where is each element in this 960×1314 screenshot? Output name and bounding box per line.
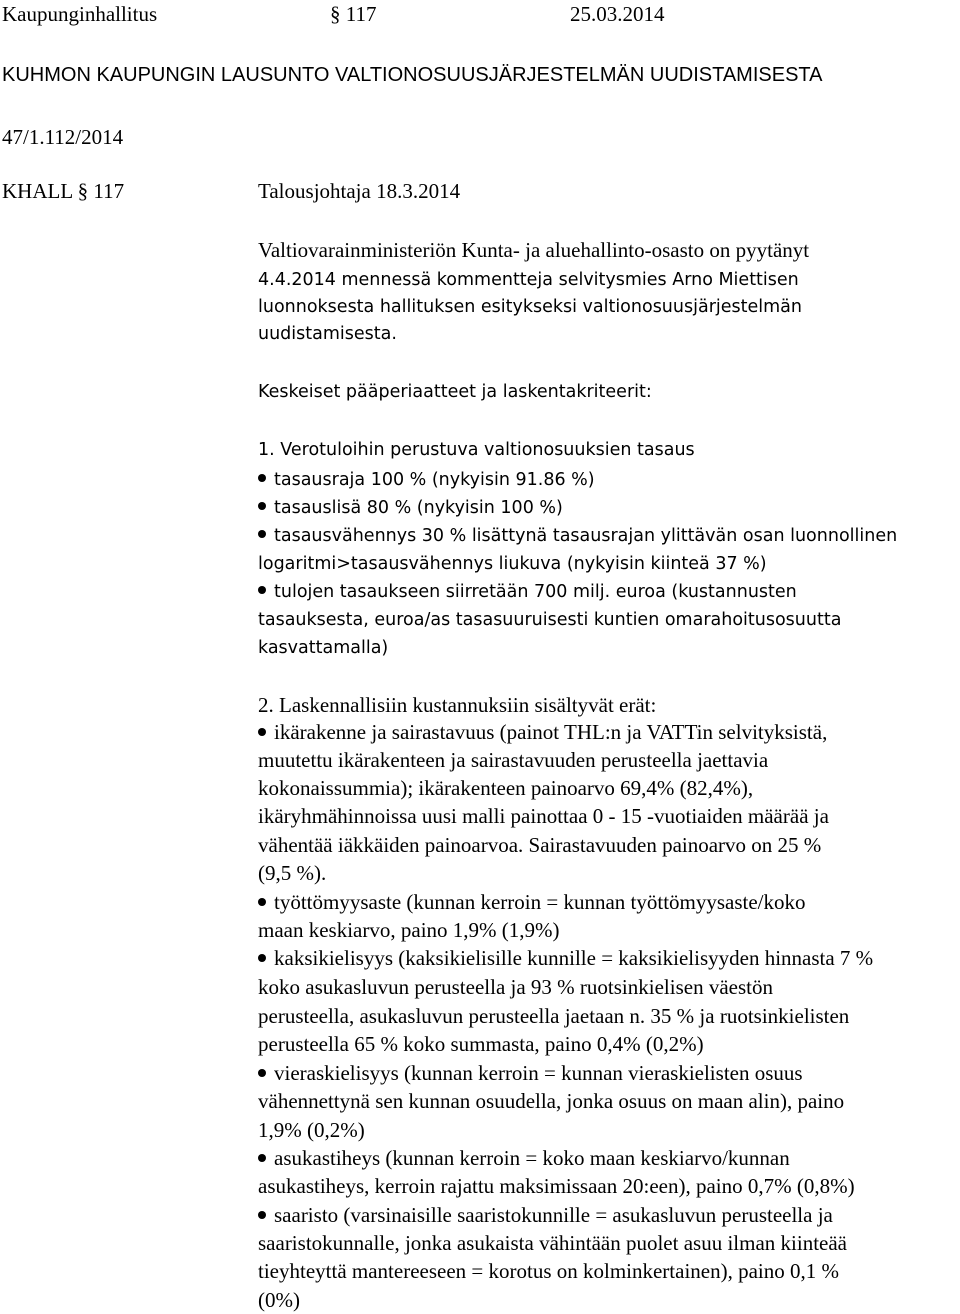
bullet-icon [258, 898, 266, 906]
intro-line: luonnoksesta hallituksen esitykseksi valtionosuusjärjestelmän [258, 297, 802, 317]
list-item-text: saaristo (varsinaisille saaristokunnille = asukasluvun perusteella ja [274, 1203, 833, 1227]
list-item-continued: (9,5 %). [258, 861, 327, 885]
list-item [258, 944, 873, 972]
list-item-continued: saaristokunnalle, jonka asukaista vähintään puolet asuu ilman kiinteää [258, 1231, 847, 1255]
header-date: 25.03.2014 [570, 2, 665, 26]
list-item-continued: tieyhteyttä mantereeseen = korotus on kolminkertainen), paino 0,1 % [258, 1259, 840, 1283]
list-item-text: kaksikielisyys (kaksikielisille kunnille = kaksikielisyyden hinnasta 7 % [274, 946, 874, 970]
list-item [258, 466, 595, 494]
list-item-text: tasausvähennys 30 % lisättynä tasausrajan ylittävän osan luonnollinen [274, 526, 898, 546]
bullet-icon [258, 728, 266, 736]
list-item-continued: perusteella 65 % koko summasta, paino 0,4% (0,2%) [258, 1032, 704, 1056]
list-item [258, 494, 563, 522]
list-item [258, 578, 797, 606]
key-principles-heading: Keskeiset pääperiaatteet ja laskentakriteerit: [258, 382, 652, 402]
list-item-text: asukastiheys (kunnan kerroin = koko maan keskiarvo/kunnan [274, 1146, 790, 1170]
intro-line: uudistamisesta. [258, 324, 397, 344]
list-item [258, 522, 897, 550]
meeting-ref: KHALL § 117 [2, 179, 125, 203]
list-item [258, 1201, 833, 1229]
list-item-continued: muutettu ikärakenteen ja sairastavuuden perusteella jaettavia [258, 748, 769, 772]
bullet-icon [258, 1211, 266, 1219]
list-item-text: vieraskielisyys (kunnan kerroin = kunnan vieraskielisten osuus [274, 1061, 803, 1085]
list-item-text: tulojen tasaukseen siirretään 700 milj. euroa (kustannusten [274, 582, 797, 602]
intro-line: 4.4.2014 mennessä kommentteja selvitysmies Arno Miettisen [258, 270, 799, 290]
list-item-continued: asukastiheys, kerroin rajattu maksimissaan 20:een), paino 0,7% (0,8%) [258, 1174, 855, 1198]
list-item [258, 718, 827, 746]
bullet-icon [258, 530, 266, 538]
section2-heading: 2. Laskennallisiin kustannuksiin sisältyvät erät: [258, 693, 657, 717]
list-item [258, 888, 806, 916]
list-item [258, 1144, 790, 1172]
bullet-icon [258, 586, 266, 594]
document-title: KUHMON KAUPUNGIN LAUSUNTO VALTIONOSUUSJÄRJESTELMÄN UUDISTAMISESTA [2, 64, 823, 86]
list-item-continued: 1,9% (0,2%) [258, 1118, 365, 1142]
list-item-continued: vähennettynä sen kunnan osuudella, jonka osuus on maan alin), paino [258, 1089, 845, 1113]
meeting-presenter: Talousjohtaja 18.3.2014 [258, 179, 461, 203]
list-item-text: tasauslisä 80 % (nykyisin 100 %) [274, 498, 563, 518]
bullet-icon [258, 474, 266, 482]
list-item-continued: kokonaissummia); ikärakenteen painoarvo 69,4% (82,4%), [258, 776, 754, 800]
list-item-continued: ikäryhmähinnoissa uusi malli painottaa 0 - 15 -vuotiaiden määrää ja [258, 804, 829, 828]
list-item-continued: kasvattamalla) [258, 638, 389, 658]
list-item-text: ikärakenne ja sairastavuus (painot THL:n ja VATTin selvityksistä, [274, 720, 828, 744]
bullet-icon [258, 1154, 266, 1162]
list-item-continued: logaritmi>tasausvähennys liukuva (nykyisin kiinteä 37 %) [258, 554, 767, 574]
case-number: 47/1.112/2014 [2, 125, 124, 149]
intro-line: Valtiovarainministeriön Kunta- ja aluehallinto-osasto on pyytänyt [258, 238, 810, 262]
list-item-continued: vähentää iäkkäiden painoarvoa. Sairastavuuden painoarvo on 25 % [258, 833, 822, 857]
section1-heading: 1. Verotuloihin perustuva valtionosuuksien tasaus [258, 440, 695, 460]
list-item-continued: maan keskiarvo, paino 1,9% (1,9%) [258, 918, 560, 942]
list-item-continued: koko asukasluvun perusteella ja 93 % ruotsinkielisen väestön [258, 975, 773, 999]
list-item [258, 1059, 803, 1087]
header-section: § 117 [330, 2, 377, 26]
list-item-continued: perusteella, asukasluvun perusteella jaetaan n. 35 % ja ruotsinkielisten [258, 1004, 850, 1028]
bullet-icon [258, 954, 266, 962]
list-item-text: tasausraja 100 % (nykyisin 91.86 %) [274, 470, 595, 490]
list-item-continued: tasauksesta, euroa/as tasasuuruisesti kuntien omarahoitusosuutta [258, 610, 842, 630]
header-body: Kaupunginhallitus [2, 2, 158, 26]
bullet-icon [258, 1069, 266, 1077]
list-item-continued: (0%) [258, 1288, 300, 1312]
bullet-icon [258, 502, 266, 510]
list-item-text: työttömyysaste (kunnan kerroin = kunnan työttömyysaste/koko [274, 890, 806, 914]
